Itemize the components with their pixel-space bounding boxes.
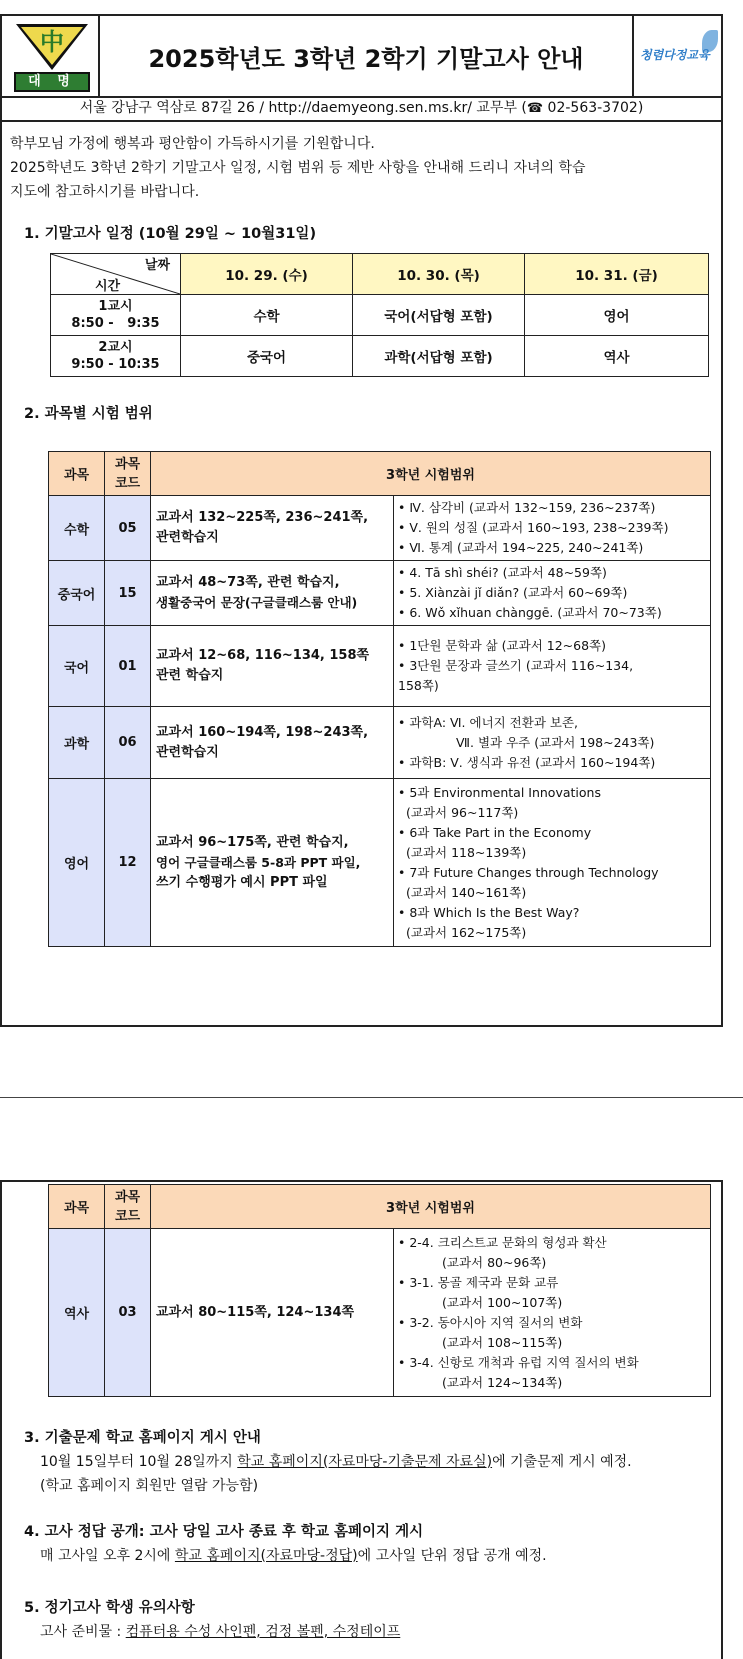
detail-line: (교과서 96~117쪽) <box>406 804 519 820</box>
table-row <box>49 707 711 779</box>
notes-heading: 5. 정기고사 학생 유의사항 <box>24 1600 195 1616</box>
detail-line: (교과서 118~139쪽) <box>406 844 527 860</box>
col-header-subject: 과목 <box>49 452 105 496</box>
detail-line: (교과서 124~134쪽) <box>442 1374 563 1390</box>
answers-text: 매 고사일 오후 2시에 <box>40 1548 175 1564</box>
col-header-range: 3학년 시험범위 <box>151 1185 711 1229</box>
schedule-table <box>50 253 709 377</box>
detail-line: (교과서 100~107쪽) <box>442 1294 563 1310</box>
subject-code: 01 <box>105 626 151 707</box>
subject-name: 중국어 <box>49 561 105 626</box>
detail-line: • Ⅵ. 통계 (교과서 194~225, 240~241쪽) <box>398 540 644 555</box>
subject-cell: 중국어 <box>181 336 353 377</box>
subject-name: 과학 <box>49 707 105 779</box>
answers-link[interactable]: 학교 홈페이지(자료마당-정답) <box>174 1548 358 1564</box>
scope-detail <box>394 1229 711 1397</box>
detail-line: • 8과 Which Is the Best Way? <box>398 904 580 920</box>
detail-line: • 2-4. 크리스트교 문화의 형성과 확산 <box>398 1234 607 1250</box>
past-exams-note: (학교 홈페이지 회원만 열람 가능함) <box>40 1478 259 1494</box>
badge-text: 청렴다정교육 <box>640 48 710 62</box>
scope-detail <box>394 779 711 947</box>
table-row <box>49 626 711 707</box>
past-exams-heading: 3. 기출문제 학교 홈페이지 게시 안내 <box>24 1430 261 1446</box>
school-logo <box>2 16 100 96</box>
scope-line: 관련 학습지 <box>156 668 224 683</box>
intro-line-1: 학부모님 가정에 행복과 평안함이 가득하시기를 기원합니다. <box>10 136 375 152</box>
page-title: 2025학년도 3학년 2학기 기말고사 안내 <box>148 44 584 73</box>
table-row <box>49 496 711 561</box>
scope-summary <box>151 779 394 947</box>
period-cell <box>51 295 181 336</box>
subject-name: 수학 <box>49 496 105 561</box>
page-divider <box>0 1097 743 1098</box>
notes-text: 고사 준비물 : <box>40 1624 126 1640</box>
corner-date-label: 날짜 <box>144 258 170 273</box>
col-header-code-2: 코드 <box>114 1208 141 1224</box>
phone-number: 02-563-3702) <box>543 100 644 116</box>
subject-name: 영어 <box>49 779 105 947</box>
scope-line: 교과서 132~225쪽, 236~241쪽, <box>156 510 369 525</box>
col-header-range: 3학년 시험범위 <box>151 452 711 496</box>
detail-line: • 5과 Environmental Innovations <box>398 784 601 800</box>
corner-header <box>51 254 181 295</box>
period-cell <box>51 336 181 377</box>
scope-summary: 교과서 80~115쪽, 124~134쪽 <box>151 1229 394 1397</box>
detail-line: (교과서 108~115쪽) <box>442 1334 563 1350</box>
table-row <box>49 779 711 947</box>
detail-line: • Ⅳ. 삼각비 (교과서 132~159, 236~237쪽) <box>398 500 656 515</box>
page-2 <box>0 1180 723 1659</box>
detail-line: • Ⅴ. 원의 성질 (교과서 160~193, 238~239쪽) <box>398 520 669 535</box>
scope-line: 교과서 12~68, 116~134, 158쪽 <box>156 648 370 663</box>
address-text: 서울 강남구 역삼로 87길 26 / http://daemyeong.sen.ms.kr/ 교무부 ( <box>79 100 527 116</box>
notes-supplies: 컴퓨터용 수성 사인펜, 검정 볼펜, 수정테이프 <box>125 1624 401 1640</box>
detail-line: • 3-2. 동아시아 지역 질서의 변화 <box>398 1314 583 1330</box>
subject-name: 국어 <box>49 626 105 707</box>
logo-school-name: 대 명 <box>14 72 90 92</box>
period-name: 1교시 <box>98 299 133 314</box>
logo-character: 中 <box>40 28 64 56</box>
intro-line-2: 2025학년도 3학년 2학기 기말고사 일정, 시험 범위 등 제반 사항을 안내해 드리니 자녀의 학습 <box>10 160 586 176</box>
scope-line: 교과서 160~194쪽, 198~243쪽, <box>156 724 369 740</box>
range-table <box>48 451 711 947</box>
detail-line: • 5. Xiànzài jǐ diǎn? (교과서 60~69쪽) <box>398 585 628 600</box>
detail-line: • 4. Tā shì shéi? (교과서 48~59쪽) <box>398 565 607 580</box>
detail-line: • 6. Wǒ xǐhuan chànggē. (교과서 70~73쪽) <box>398 605 662 620</box>
detail-line: • 과학B: Ⅴ. 생식과 유전 (교과서 160~194쪽) <box>398 754 656 770</box>
detail-line: 158쪽) <box>398 678 439 693</box>
date-header: 10. 30. (목) <box>353 254 525 295</box>
corner-time-label: 시간 <box>95 279 121 294</box>
scope-detail <box>394 626 711 707</box>
subject-cell: 수학 <box>181 295 353 336</box>
subject-code: 05 <box>105 496 151 561</box>
detail-line: • 3-4. 신항로 개척과 유럽 지역 질서의 변화 <box>398 1354 639 1370</box>
scope-line: 쓰기 수행평가 예시 PPT 파일 <box>156 874 328 890</box>
subject-cell: 역사 <box>525 336 709 377</box>
subject-cell: 영어 <box>525 295 709 336</box>
detail-line: • 과학A: Ⅵ. 에너지 전환과 보존, <box>398 714 579 730</box>
col-header-code-2: 코드 <box>114 475 141 491</box>
detail-line: • 3-1. 몽골 제국과 문화 교류 <box>398 1274 559 1290</box>
past-exams-line <box>40 1450 632 1474</box>
period-time: 8:50 - 9:35 <box>71 316 160 331</box>
scope-line: 영어 구글클래스룸 5-8과 PPT 파일, <box>156 854 361 870</box>
scope-line: 관련학습지 <box>156 530 219 545</box>
schedule-heading: 1. 기말고사 일정 (10월 29일 ~ 10월31일) <box>24 226 317 242</box>
scope-summary <box>151 496 394 561</box>
subject-code: 06 <box>105 707 151 779</box>
subject-cell: 국어(서답형 포함) <box>353 295 525 336</box>
table-row <box>51 336 709 377</box>
range-table-continued <box>48 1184 711 1397</box>
scope-line: 생활중국어 문장(구글클래스룸 안내) <box>156 595 358 610</box>
detail-line: Ⅶ. 별과 우주 (교과서 198~243쪽) <box>456 734 655 750</box>
subject-code: 15 <box>105 561 151 626</box>
address-line <box>2 96 721 122</box>
subject-code: 12 <box>105 779 151 947</box>
scope-detail <box>394 496 711 561</box>
detail-line: (교과서 162~175쪽) <box>406 924 527 940</box>
table-row <box>51 295 709 336</box>
past-exams-link[interactable]: 학교 홈페이지(자료마당-기출문제 자료실) <box>237 1454 493 1470</box>
phone-icon: ☎ <box>526 101 544 116</box>
subject-cell: 과학(서답형 포함) <box>353 336 525 377</box>
col-header-code-1: 과목 <box>114 456 141 472</box>
date-header: 10. 31. (금) <box>525 254 709 295</box>
scope-line: 교과서 48~73쪽, 관련 학습지, <box>156 575 340 590</box>
subject-name: 역사 <box>49 1229 105 1397</box>
col-header-code <box>105 1185 151 1229</box>
col-header-code <box>105 452 151 496</box>
subject-code: 03 <box>105 1229 151 1397</box>
page-1 <box>0 14 723 1027</box>
notes-line <box>40 1620 400 1644</box>
table-row <box>49 1229 711 1397</box>
period-name: 2교시 <box>98 340 133 355</box>
answers-text: 에 고사일 단위 정답 공개 예정. <box>357 1548 547 1564</box>
table-row <box>49 561 711 626</box>
scope-line: 교과서 96~175쪽, 관련 학습지, <box>156 834 349 850</box>
scope-summary <box>151 561 394 626</box>
detail-line: • 7과 Future Changes through Technology <box>398 864 659 880</box>
scope-detail <box>394 561 711 626</box>
answers-heading: 4. 고사 정답 공개: 고사 당일 고사 종료 후 학교 홈페이지 게시 <box>24 1524 424 1540</box>
detail-line: • 6과 Take Part in the Economy <box>398 824 592 840</box>
intro-line-3: 지도에 참고하시기를 바랍니다. <box>10 184 200 200</box>
detail-line: • 1단원 문학과 삶 (교과서 12~68쪽) <box>398 638 606 653</box>
scope-summary <box>151 707 394 779</box>
header <box>2 16 721 98</box>
detail-line: (교과서 80~96쪽) <box>442 1254 547 1270</box>
scope-line: 관련학습지 <box>156 744 219 760</box>
detail-line: (교과서 140~161쪽) <box>406 884 527 900</box>
past-exams-text: 10월 15일부터 10월 28일까지 <box>40 1454 238 1470</box>
date-header: 10. 29. (수) <box>181 254 353 295</box>
detail-line: • 3단원 문장과 글쓰기 (교과서 116~134, <box>398 658 634 673</box>
col-header-subject: 과목 <box>49 1185 105 1229</box>
scope-summary <box>151 626 394 707</box>
col-header-code-1: 과목 <box>114 1189 141 1205</box>
range-heading: 2. 과목별 시험 범위 <box>24 406 153 422</box>
integrity-badge <box>632 16 727 96</box>
period-time: 9:50 - 10:35 <box>71 357 160 372</box>
scope-detail <box>394 707 711 779</box>
past-exams-text: 에 기출문제 게시 예정. <box>492 1454 632 1470</box>
answers-line <box>40 1544 547 1568</box>
